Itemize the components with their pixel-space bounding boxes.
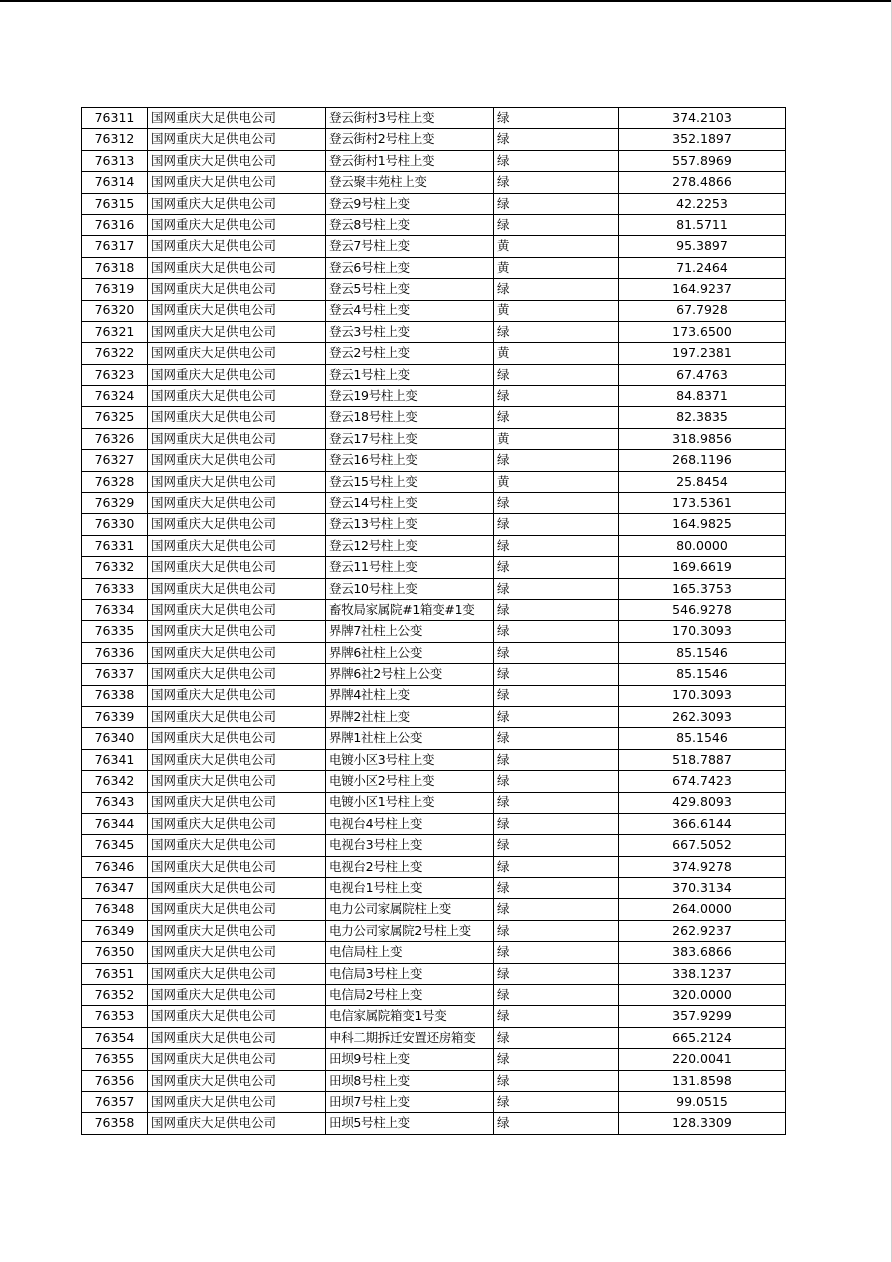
table-row [82, 150, 786, 171]
cell-transformer-name: 登云6号柱上变 [326, 257, 494, 278]
cell-status: 绿 [494, 1006, 619, 1027]
table-row [82, 1049, 786, 1070]
cell-transformer-name: 登云7号柱上变 [326, 236, 494, 257]
cell-status: 绿 [494, 364, 619, 385]
cell-transformer-name: 登云19号柱上变 [326, 386, 494, 407]
cell-id: 76345 [82, 835, 148, 856]
cell-company: 国网重庆大足供电公司 [148, 792, 326, 813]
cell-value: 220.0041 [619, 1049, 786, 1070]
table-row [82, 664, 786, 685]
cell-status: 绿 [494, 407, 619, 428]
cell-id: 76358 [82, 1113, 148, 1134]
table-row [82, 1070, 786, 1091]
cell-transformer-name: 申科二期拆迁安置还房箱变 [326, 1027, 494, 1048]
cell-value: 320.0000 [619, 985, 786, 1006]
table-row [82, 621, 786, 642]
cell-transformer-name: 登云8号柱上变 [326, 214, 494, 235]
cell-transformer-name: 田坝5号柱上变 [326, 1113, 494, 1134]
cell-transformer-name: 电镀小区3号柱上变 [326, 749, 494, 770]
cell-id: 76317 [82, 236, 148, 257]
cell-status: 绿 [494, 792, 619, 813]
cell-value: 67.7928 [619, 300, 786, 321]
cell-value: 667.5052 [619, 835, 786, 856]
cell-value: 170.3093 [619, 621, 786, 642]
cell-status: 绿 [494, 685, 619, 706]
table-row [82, 1091, 786, 1112]
cell-status: 绿 [494, 1113, 619, 1134]
cell-id: 76314 [82, 172, 148, 193]
table-row [82, 129, 786, 150]
cell-value: 197.2381 [619, 343, 786, 364]
cell-status: 绿 [494, 493, 619, 514]
cell-transformer-name: 界牌7社柱上公变 [326, 621, 494, 642]
cell-transformer-name: 界牌2社柱上变 [326, 706, 494, 727]
table-row [82, 343, 786, 364]
cell-value: 173.5361 [619, 493, 786, 514]
table-row [82, 728, 786, 749]
cell-company: 国网重庆大足供电公司 [148, 1027, 326, 1048]
cell-status: 黄 [494, 257, 619, 278]
cell-id: 76311 [82, 108, 148, 129]
cell-status: 黄 [494, 300, 619, 321]
table-row [82, 172, 786, 193]
cell-id: 76319 [82, 279, 148, 300]
cell-value: 82.3835 [619, 407, 786, 428]
cell-status: 绿 [494, 621, 619, 642]
cell-id: 76334 [82, 599, 148, 620]
cell-value: 84.8371 [619, 386, 786, 407]
cell-transformer-name: 登云11号柱上变 [326, 557, 494, 578]
cell-company: 国网重庆大足供电公司 [148, 471, 326, 492]
cell-transformer-name: 电视台1号柱上变 [326, 878, 494, 899]
table-row [82, 1027, 786, 1048]
cell-id: 76328 [82, 471, 148, 492]
cell-value: 95.3897 [619, 236, 786, 257]
table-row [82, 963, 786, 984]
cell-company: 国网重庆大足供电公司 [148, 749, 326, 770]
table-row [82, 279, 786, 300]
cell-value: 338.1237 [619, 963, 786, 984]
cell-transformer-name: 电力公司家属院2号柱上变 [326, 920, 494, 941]
cell-id: 76338 [82, 685, 148, 706]
cell-id: 76331 [82, 535, 148, 556]
cell-transformer-name: 电信局柱上变 [326, 942, 494, 963]
cell-transformer-name: 电镀小区1号柱上变 [326, 792, 494, 813]
cell-id: 76330 [82, 514, 148, 535]
cell-id: 76354 [82, 1027, 148, 1048]
cell-value: 366.6144 [619, 813, 786, 834]
cell-transformer-name: 登云10号柱上变 [326, 578, 494, 599]
cell-value: 383.6866 [619, 942, 786, 963]
cell-status: 绿 [494, 578, 619, 599]
cell-transformer-name: 电信家属院箱变1号变 [326, 1006, 494, 1027]
cell-id: 76337 [82, 664, 148, 685]
table-row [82, 942, 786, 963]
cell-transformer-name: 电力公司家属院柱上变 [326, 899, 494, 920]
table-row [82, 557, 786, 578]
cell-value: 128.3309 [619, 1113, 786, 1134]
cell-id: 76318 [82, 257, 148, 278]
cell-company: 国网重庆大足供电公司 [148, 428, 326, 449]
cell-value: 80.0000 [619, 535, 786, 556]
cell-transformer-name: 登云15号柱上变 [326, 471, 494, 492]
cell-status: 绿 [494, 664, 619, 685]
cell-value: 67.4763 [619, 364, 786, 385]
cell-id: 76325 [82, 407, 148, 428]
cell-company: 国网重庆大足供电公司 [148, 1113, 326, 1134]
cell-status: 绿 [494, 279, 619, 300]
cell-status: 绿 [494, 942, 619, 963]
cell-company: 国网重庆大足供电公司 [148, 108, 326, 129]
cell-value: 374.9278 [619, 856, 786, 877]
cell-value: 352.1897 [619, 129, 786, 150]
table-row [82, 1006, 786, 1027]
cell-id: 76341 [82, 749, 148, 770]
cell-value: 264.0000 [619, 899, 786, 920]
cell-status: 绿 [494, 1027, 619, 1048]
cell-company: 国网重庆大足供电公司 [148, 1006, 326, 1027]
cell-value: 164.9237 [619, 279, 786, 300]
table-row [82, 856, 786, 877]
cell-company: 国网重庆大足供电公司 [148, 578, 326, 599]
table-row [82, 514, 786, 535]
cell-status: 绿 [494, 1049, 619, 1070]
cell-id: 76347 [82, 878, 148, 899]
cell-value: 370.3134 [619, 878, 786, 899]
cell-transformer-name: 登云14号柱上变 [326, 493, 494, 514]
table-row [82, 364, 786, 385]
table-row [82, 493, 786, 514]
cell-status: 绿 [494, 856, 619, 877]
cell-transformer-name: 界牌6社2号柱上公变 [326, 664, 494, 685]
cell-company: 国网重庆大足供电公司 [148, 343, 326, 364]
table-row [82, 1113, 786, 1134]
cell-id: 76316 [82, 214, 148, 235]
table-row [82, 878, 786, 899]
cell-id: 76332 [82, 557, 148, 578]
cell-status: 绿 [494, 1091, 619, 1112]
cell-id: 76349 [82, 920, 148, 941]
cell-id: 76322 [82, 343, 148, 364]
cell-status: 绿 [494, 920, 619, 941]
cell-status: 绿 [494, 878, 619, 899]
table-row [82, 985, 786, 1006]
cell-value: 674.7423 [619, 771, 786, 792]
cell-transformer-name: 电信局2号柱上变 [326, 985, 494, 1006]
cell-status: 绿 [494, 129, 619, 150]
cell-transformer-name: 登云13号柱上变 [326, 514, 494, 535]
cell-company: 国网重庆大足供电公司 [148, 129, 326, 150]
cell-transformer-name: 登云16号柱上变 [326, 450, 494, 471]
cell-id: 76339 [82, 706, 148, 727]
cell-id: 76355 [82, 1049, 148, 1070]
cell-value: 165.3753 [619, 578, 786, 599]
cell-value: 262.9237 [619, 920, 786, 941]
cell-value: 42.2253 [619, 193, 786, 214]
cell-company: 国网重庆大足供电公司 [148, 407, 326, 428]
cell-value: 278.4866 [619, 172, 786, 193]
cell-value: 429.8093 [619, 792, 786, 813]
table-body [82, 108, 786, 1135]
cell-status: 黄 [494, 471, 619, 492]
cell-value: 374.2103 [619, 108, 786, 129]
cell-company: 国网重庆大足供电公司 [148, 300, 326, 321]
cell-id: 76356 [82, 1070, 148, 1091]
cell-value: 665.2124 [619, 1027, 786, 1048]
cell-id: 76313 [82, 150, 148, 171]
cell-value: 85.1546 [619, 642, 786, 663]
cell-transformer-name: 畜牧局家属院#1箱变#1变 [326, 599, 494, 620]
cell-status: 绿 [494, 985, 619, 1006]
cell-id: 76315 [82, 193, 148, 214]
cell-status: 绿 [494, 214, 619, 235]
cell-company: 国网重庆大足供电公司 [148, 386, 326, 407]
cell-transformer-name: 登云5号柱上变 [326, 279, 494, 300]
cell-value: 268.1196 [619, 450, 786, 471]
cell-id: 76357 [82, 1091, 148, 1112]
table-row [82, 386, 786, 407]
cell-transformer-name: 电信局3号柱上变 [326, 963, 494, 984]
table-row [82, 599, 786, 620]
cell-company: 国网重庆大足供电公司 [148, 493, 326, 514]
cell-value: 85.1546 [619, 664, 786, 685]
cell-status: 绿 [494, 557, 619, 578]
cell-status: 绿 [494, 150, 619, 171]
cell-transformer-name: 电视台2号柱上变 [326, 856, 494, 877]
cell-value: 518.7887 [619, 749, 786, 770]
cell-status: 绿 [494, 963, 619, 984]
cell-status: 绿 [494, 642, 619, 663]
cell-company: 国网重庆大足供电公司 [148, 642, 326, 663]
table-row [82, 214, 786, 235]
table-row [82, 771, 786, 792]
cell-id: 76348 [82, 899, 148, 920]
cell-id: 76333 [82, 578, 148, 599]
cell-value: 85.1546 [619, 728, 786, 749]
cell-value: 169.6619 [619, 557, 786, 578]
cell-value: 262.3093 [619, 706, 786, 727]
cell-value: 170.3093 [619, 685, 786, 706]
table-row [82, 899, 786, 920]
cell-id: 76321 [82, 321, 148, 342]
cell-company: 国网重庆大足供电公司 [148, 557, 326, 578]
cell-id: 76327 [82, 450, 148, 471]
cell-transformer-name: 田坝7号柱上变 [326, 1091, 494, 1112]
cell-id: 76336 [82, 642, 148, 663]
cell-status: 绿 [494, 172, 619, 193]
cell-status: 绿 [494, 749, 619, 770]
cell-company: 国网重庆大足供电公司 [148, 193, 326, 214]
cell-id: 76323 [82, 364, 148, 385]
cell-id: 76343 [82, 792, 148, 813]
cell-transformer-name: 电视台3号柱上变 [326, 835, 494, 856]
cell-transformer-name: 登云聚丰苑柱上变 [326, 172, 494, 193]
cell-value: 71.2464 [619, 257, 786, 278]
cell-company: 国网重庆大足供电公司 [148, 514, 326, 535]
cell-status: 绿 [494, 535, 619, 556]
cell-id: 76335 [82, 621, 148, 642]
table-row [82, 749, 786, 770]
cell-status: 绿 [494, 706, 619, 727]
cell-status: 绿 [494, 321, 619, 342]
cell-company: 国网重庆大足供电公司 [148, 599, 326, 620]
table-row [82, 685, 786, 706]
cell-company: 国网重庆大足供电公司 [148, 706, 326, 727]
cell-id: 76340 [82, 728, 148, 749]
cell-id: 76326 [82, 428, 148, 449]
table-row [82, 193, 786, 214]
cell-company: 国网重庆大足供电公司 [148, 685, 326, 706]
cell-company: 国网重庆大足供电公司 [148, 813, 326, 834]
cell-transformer-name: 电视台4号柱上变 [326, 813, 494, 834]
cell-company: 国网重庆大足供电公司 [148, 450, 326, 471]
cell-transformer-name: 登云3号柱上变 [326, 321, 494, 342]
table-row [82, 450, 786, 471]
cell-transformer-name: 登云12号柱上变 [326, 535, 494, 556]
table-row [82, 813, 786, 834]
cell-transformer-name: 田坝9号柱上变 [326, 1049, 494, 1070]
cell-value: 546.9278 [619, 599, 786, 620]
cell-status: 绿 [494, 835, 619, 856]
cell-transformer-name: 登云1号柱上变 [326, 364, 494, 385]
cell-status: 绿 [494, 771, 619, 792]
cell-status: 绿 [494, 450, 619, 471]
cell-id: 76353 [82, 1006, 148, 1027]
cell-company: 国网重庆大足供电公司 [148, 664, 326, 685]
table-row [82, 835, 786, 856]
data-table [81, 107, 786, 1135]
table-row [82, 257, 786, 278]
cell-status: 绿 [494, 1070, 619, 1091]
cell-value: 25.8454 [619, 471, 786, 492]
cell-company: 国网重庆大足供电公司 [148, 364, 326, 385]
cell-status: 绿 [494, 193, 619, 214]
cell-transformer-name: 界牌6社柱上公变 [326, 642, 494, 663]
cell-value: 99.0515 [619, 1091, 786, 1112]
cell-company: 国网重庆大足供电公司 [148, 878, 326, 899]
cell-company: 国网重庆大足供电公司 [148, 942, 326, 963]
cell-company: 国网重庆大足供电公司 [148, 899, 326, 920]
cell-transformer-name: 登云9号柱上变 [326, 193, 494, 214]
cell-status: 绿 [494, 728, 619, 749]
cell-id: 76320 [82, 300, 148, 321]
cell-company: 国网重庆大足供电公司 [148, 920, 326, 941]
cell-status: 绿 [494, 514, 619, 535]
cell-company: 国网重庆大足供电公司 [148, 172, 326, 193]
table-row [82, 535, 786, 556]
table-row [82, 642, 786, 663]
cell-status: 黄 [494, 236, 619, 257]
cell-value: 173.6500 [619, 321, 786, 342]
cell-id: 76312 [82, 129, 148, 150]
cell-company: 国网重庆大足供电公司 [148, 279, 326, 300]
table-row [82, 471, 786, 492]
cell-status: 绿 [494, 899, 619, 920]
cell-value: 318.9856 [619, 428, 786, 449]
cell-transformer-name: 界牌4社柱上变 [326, 685, 494, 706]
cell-value: 81.5711 [619, 214, 786, 235]
table-row [82, 578, 786, 599]
cell-transformer-name: 电镀小区2号柱上变 [326, 771, 494, 792]
cell-company: 国网重庆大足供电公司 [148, 835, 326, 856]
cell-value: 131.8598 [619, 1070, 786, 1091]
cell-company: 国网重庆大足供电公司 [148, 985, 326, 1006]
cell-status: 绿 [494, 108, 619, 129]
cell-status: 绿 [494, 813, 619, 834]
cell-company: 国网重庆大足供电公司 [148, 771, 326, 792]
cell-status: 黄 [494, 428, 619, 449]
table-row [82, 236, 786, 257]
table-row [82, 920, 786, 941]
cell-id: 76351 [82, 963, 148, 984]
cell-transformer-name: 登云18号柱上变 [326, 407, 494, 428]
cell-company: 国网重庆大足供电公司 [148, 236, 326, 257]
cell-transformer-name: 界牌1社柱上公变 [326, 728, 494, 749]
cell-status: 绿 [494, 386, 619, 407]
table-row [82, 300, 786, 321]
cell-id: 76350 [82, 942, 148, 963]
cell-transformer-name: 登云2号柱上变 [326, 343, 494, 364]
table-row [82, 407, 786, 428]
cell-transformer-name: 登云街村3号柱上变 [326, 108, 494, 129]
cell-status: 黄 [494, 343, 619, 364]
table-row [82, 706, 786, 727]
cell-company: 国网重庆大足供电公司 [148, 856, 326, 877]
cell-id: 76329 [82, 493, 148, 514]
cell-company: 国网重庆大足供电公司 [148, 150, 326, 171]
table-row [82, 792, 786, 813]
cell-company: 国网重庆大足供电公司 [148, 963, 326, 984]
cell-value: 164.9825 [619, 514, 786, 535]
cell-id: 76346 [82, 856, 148, 877]
table-row [82, 321, 786, 342]
cell-company: 国网重庆大足供电公司 [148, 535, 326, 556]
cell-company: 国网重庆大足供电公司 [148, 321, 326, 342]
cell-company: 国网重庆大足供电公司 [148, 1070, 326, 1091]
cell-company: 国网重庆大足供电公司 [148, 728, 326, 749]
cell-id: 76324 [82, 386, 148, 407]
cell-value: 557.8969 [619, 150, 786, 171]
cell-transformer-name: 登云4号柱上变 [326, 300, 494, 321]
cell-company: 国网重庆大足供电公司 [148, 214, 326, 235]
table-row [82, 108, 786, 129]
cell-transformer-name: 登云17号柱上变 [326, 428, 494, 449]
cell-company: 国网重庆大足供电公司 [148, 1091, 326, 1112]
cell-transformer-name: 登云街村2号柱上变 [326, 129, 494, 150]
cell-transformer-name: 田坝8号柱上变 [326, 1070, 494, 1091]
cell-id: 76352 [82, 985, 148, 1006]
cell-company: 国网重庆大足供电公司 [148, 621, 326, 642]
cell-value: 357.9299 [619, 1006, 786, 1027]
cell-id: 76344 [82, 813, 148, 834]
cell-transformer-name: 登云街村1号柱上变 [326, 150, 494, 171]
table-row [82, 428, 786, 449]
cell-status: 绿 [494, 599, 619, 620]
cell-company: 国网重庆大足供电公司 [148, 257, 326, 278]
page-top-border [0, 0, 892, 2]
cell-id: 76342 [82, 771, 148, 792]
cell-company: 国网重庆大足供电公司 [148, 1049, 326, 1070]
